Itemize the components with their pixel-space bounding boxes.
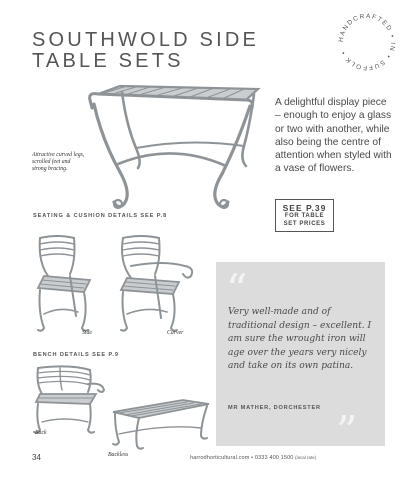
page-number: 34 [32, 453, 41, 462]
back-bench-image [30, 362, 112, 436]
table-caption [32, 152, 84, 174]
table-caption-line-2: scrolled feet and [32, 159, 71, 166]
backless-bench-image [105, 394, 217, 454]
handcrafted-in-suffolk-seal [333, 8, 401, 76]
bench-details-label: BENCH DETAILS SEE P.9 [33, 352, 119, 358]
side-table-image [80, 80, 270, 212]
side-chair-image [30, 232, 108, 336]
table-caption-line-1: Attractive curved legs, [32, 152, 85, 158]
back-bench-label: Back [35, 430, 47, 436]
cta-main: SEE P.39 [282, 203, 327, 213]
seal-text: HANDCRAFTED • IN • SUFFOLK • [337, 12, 397, 72]
see-page-39-callout [275, 199, 334, 232]
cta-sub-line-2: SET PRICES [283, 220, 326, 227]
side-chair-label: Side [82, 330, 92, 336]
svg-text:HANDCRAFTED • IN • SUFFOLK • [338, 13, 396, 71]
table-caption-line-3: strong bracing. [32, 166, 68, 173]
page-title [32, 30, 259, 72]
testimonial-text: Very well-made and of traditional design – excellent. I am sure the wrought iron will age over the years very nicely and take on its own patina. [228, 307, 372, 372]
product-description: A delightful display piece – enough to enjoy a glass or two with another, while also being the centre of attention when styled with a vase of flowers. [275, 97, 392, 175]
page-title-line-1: SOUTHWOLD SIDE [32, 29, 260, 51]
cta-sub-line-1: FOR TABLE [284, 213, 325, 219]
footer-website-phone: harrodhorticultural.com • 0333 400 1500 [190, 455, 294, 461]
seating-details-label: SEATING & CUSHION DETAILS SEE P.8 [33, 213, 168, 219]
carver-chair-label: Carver [167, 330, 184, 336]
testimonial-author: MR MATHER, DORCHESTER [228, 405, 321, 411]
backless-bench-label: Backless [108, 452, 129, 458]
carver-chair-image [113, 232, 205, 336]
footer-contact [190, 455, 316, 461]
open-quote-icon: “ [226, 265, 248, 314]
page-title-line-2: TABLE SETS [32, 50, 184, 72]
close-quote-icon: ” [336, 407, 358, 456]
footer-local-rate: (local rate) [295, 455, 317, 460]
